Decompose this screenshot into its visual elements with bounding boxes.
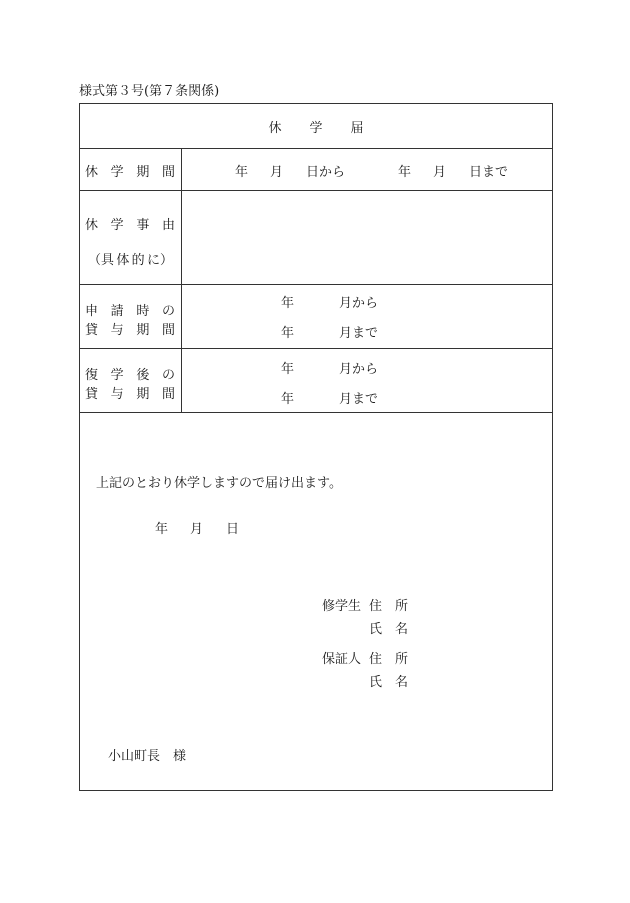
leave-start-month: 月 [270,165,284,180]
loan-after-return-label: 復 学 後 の 貸 与 期 間 [85,368,175,402]
loan-app-start-year: 年 [281,296,295,311]
row-divider [80,412,552,413]
loan-app-end-month: 月まで [339,326,379,341]
reason-label: 休 学 事 由 （具 体 的 に） [85,218,175,268]
date-month: 月 [190,522,204,537]
guarantor-role: 保証人 [322,652,362,667]
row-divider [80,348,552,349]
leave-start-day: 日から [306,165,346,180]
date-day: 日 [226,522,240,537]
addressee: 小山町長 様 [108,749,187,764]
form-number: 様式第３号(第７条関係) [79,84,220,99]
column-divider [181,148,182,412]
leave-end-month: 月 [433,165,447,180]
student-address-label: 住 所 [369,599,409,614]
loan-return-end-month: 月まで [339,392,379,407]
row-divider [80,148,552,149]
leave-start-year: 年 [235,165,249,180]
date-year: 年 [155,522,169,537]
leave-end-day: 日まで [469,165,509,180]
loan-return-start-year: 年 [281,362,295,377]
row-divider [80,190,552,191]
loan-app-end-year: 年 [281,326,295,341]
loan-return-end-year: 年 [281,392,295,407]
student-role: 修学生 [322,599,362,614]
form-title: 休 学 届 [268,120,364,136]
reason-field[interactable] [183,192,549,282]
guarantor-address-label: 住 所 [369,652,409,667]
leave-period-label: 休 学 期 間 [85,165,175,180]
declaration-statement: 上記のとおり休学しますので届け出ます。 [96,476,342,491]
leave-end-year: 年 [398,165,412,180]
loan-at-application-label: 申 請 時 の 貸 与 期 間 [85,304,175,338]
student-name-label: 氏 名 [369,622,409,637]
guarantor-name-label: 氏 名 [369,675,409,690]
row-divider [80,284,552,285]
form-frame [79,103,553,791]
loan-return-start-month: 月から [339,362,379,377]
loan-app-start-month: 月から [339,296,379,311]
